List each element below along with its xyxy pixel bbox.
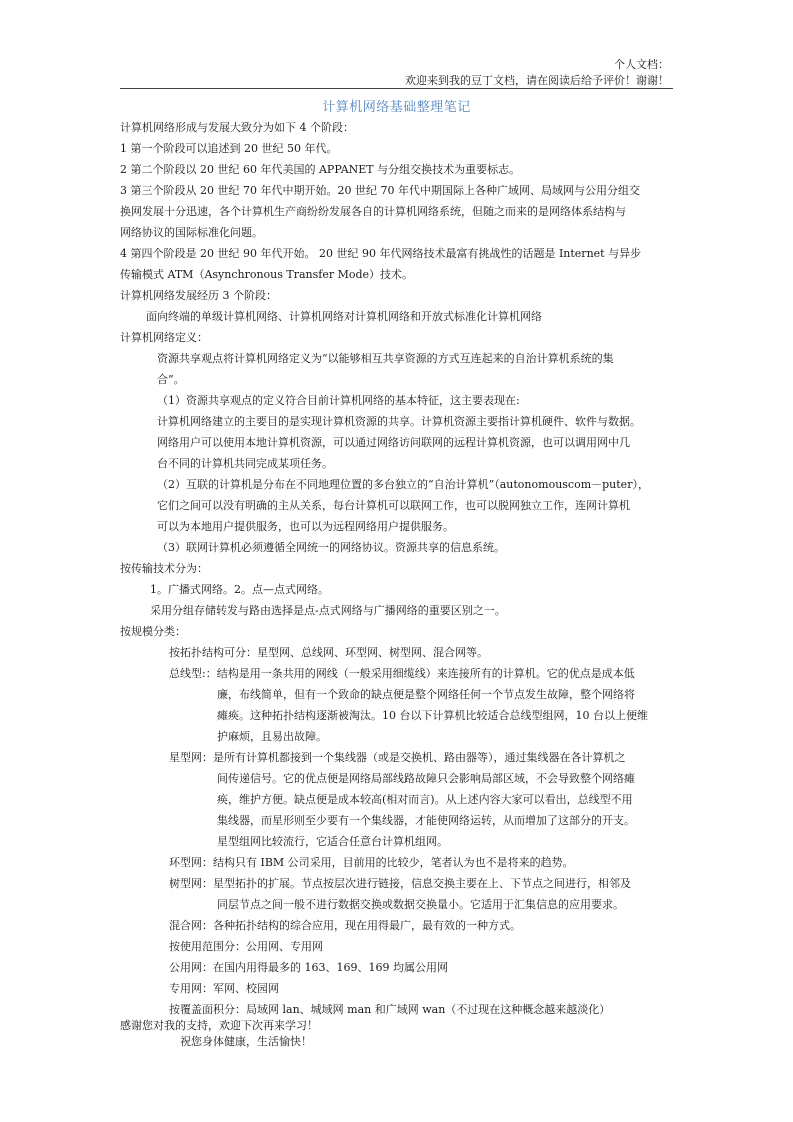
- text-line: 按传输技术分为：: [120, 562, 208, 575]
- text-line: 公用网：在国内用得最多的 163、169、169 均属公用网: [169, 961, 448, 974]
- text-line: 混合网：各种拓扑结构的综合应用，现在用得最广，最有效的一种方式。: [169, 919, 521, 932]
- text-line: 环型网：结构只有 IBM 公司采用，目前用的比较少，笔者认为也不是将来的趋势。: [169, 856, 574, 869]
- text-line: 2 第二个阶段以 20 世纪 60 年代美国的 APPANET 与分组交换技术为重要标志。: [120, 163, 521, 176]
- text-line: 总线型:：结构是用一条共用的网线（一般采用细缆线）来连接所有的计算机。它的优点是成本低: [169, 667, 635, 680]
- text-line: 按覆盖面积分：局域网 lan、城域网 man 和广域网 wan（不过现在这种概念越来越淡化）: [169, 1003, 611, 1016]
- text-line: 可以为本地用户提供服务，也可以为远程网络用户提供服务。: [157, 520, 454, 533]
- text-line: 计算机网络形成与发展大致分为如下 4 个阶段：: [120, 121, 354, 134]
- text-line: 计算机网络发展经历 3 个阶段：: [120, 289, 277, 302]
- page-title: 计算机网络基础整理笔记: [322, 100, 471, 115]
- text-line: 资源共享观点将计算机网络定义为“以能够相互共享资源的方式互连起来的自治计算机系统的集: [157, 352, 614, 365]
- text-line: 传输模式 ATM（Asynchronous Transfer Mode）技术。: [120, 268, 414, 281]
- text-line: 星型组网比较流行，它适合任意台计算机组网。: [217, 835, 448, 848]
- text-line: 感谢您对我的支持，欢迎下次再来学习！: [120, 1019, 318, 1032]
- text-line: 3 第三个阶段从 20 世纪 70 年代中期开始。20 世纪 70 年代中期国际上各种广域网、局域网与公用分组交: [120, 184, 640, 197]
- text-line: （2）互联的计算机是分布在不同地理位置的多台独立的“自治计算机”（autonomouscom－puter），: [157, 478, 649, 491]
- text-line: 树型网：星型拓扑的扩展。节点按层次进行链接，信息交换主要在上、下节点之间进行，相邻及: [169, 877, 631, 890]
- text-line: 按规模分类：: [120, 625, 186, 638]
- text-line: 间传递信号。它的优点便是网络局部线路故障只会影响局部区域，不会导致整个网络瘫: [217, 772, 635, 785]
- text-line: 采用分组存储转发与路由选择是点-点式网络与广播网络的重要区别之一。: [150, 604, 506, 617]
- text-line: 瘫痪。这种拓扑结构逐渐被淘汰。10 台以下计算机比较适合总线型组网，10 台以上便维: [217, 709, 648, 722]
- text-line: 祝您身体健康，生活愉快！: [180, 1035, 312, 1048]
- text-line: 台不同的计算机共同完成某项任务。: [157, 457, 333, 470]
- text-line: 护麻烦，且易出故障。: [217, 730, 327, 743]
- text-line: （1）资源共享观点的定义符合目前计算机网络的基本特征，这主要表现在:: [157, 394, 520, 407]
- header-divider: [120, 88, 673, 89]
- header-label: 个人文档：: [614, 58, 669, 71]
- header-welcome: 欢迎来到我的豆丁文档，请在阅读后给予评价！谢谢！: [405, 74, 669, 87]
- text-line: 4 第四个阶段是 20 世纪 90 年代开始。 20 世纪 90 年代网络技术最富有挑战性的话题是 Internet 与异步: [120, 247, 642, 260]
- text-line: 按使用范围分：公用网、专用网: [169, 940, 323, 953]
- text-line: 计算机网络建立的主要目的是实现计算机资源的共享。计算机资源主要指计算机硬件、软件与数据。: [157, 415, 641, 428]
- text-line: 网络协议的国际标准化问题。: [120, 226, 263, 239]
- text-line: 计算机网络定义：: [120, 331, 208, 344]
- text-line: 集线器，而星形则至少要有一个集线器，才能使网络运转，从而增加了这部分的开支。: [217, 814, 635, 827]
- text-line: 换网发展十分迅速，各个计算机生产商纷纷发展各自的计算机网络系统，但随之而来的是网络体系结构与: [120, 205, 626, 218]
- text-line: 网络用户可以使用本地计算机资源，可以通过网络访问联网的远程计算机资源，也可以调用网中几: [157, 436, 630, 449]
- text-line: 廉，布线简单，但有一个致命的缺点便是整个网络任何一个节点发生故障，整个网络将: [217, 688, 635, 701]
- text-line: （3）联网计算机必须遵循全网统一的网络协议。资源共享的信息系统。: [157, 541, 505, 554]
- text-line: 合”。: [157, 373, 185, 386]
- text-line: 星型网：是所有计算机都接到一个集线器（或是交换机、路由器等），通过集线器在各计算机之: [169, 751, 626, 764]
- text-line: 它们之间可以没有明确的主从关系，每台计算机可以联网工作，也可以脱网独立工作，连网计算机: [157, 499, 630, 512]
- text-line: 同层节点之间一般不进行数据交换或数据交换量小。它适用于汇集信息的应用要求。: [217, 898, 624, 911]
- text-line: 面向终端的单级计算机网络、计算机网络对计算机网络和开放式标准化计算机网络: [146, 310, 542, 323]
- text-line: 按拓扑结构可分：星型网、总线网、环型网、树型网、混合网等。: [169, 646, 488, 659]
- text-line: 专用网：军网、校园网: [169, 982, 279, 995]
- text-line: 1。广播式网络。2。点—点式网络。: [150, 583, 329, 596]
- text-line: 痪，维护方便。缺点便是成本较高(相对而言)。从上述内容大家可以看出，总线型不用: [217, 793, 633, 806]
- text-line: 1 第一个阶段可以追述到 20 世纪 50 年代。: [120, 142, 338, 155]
